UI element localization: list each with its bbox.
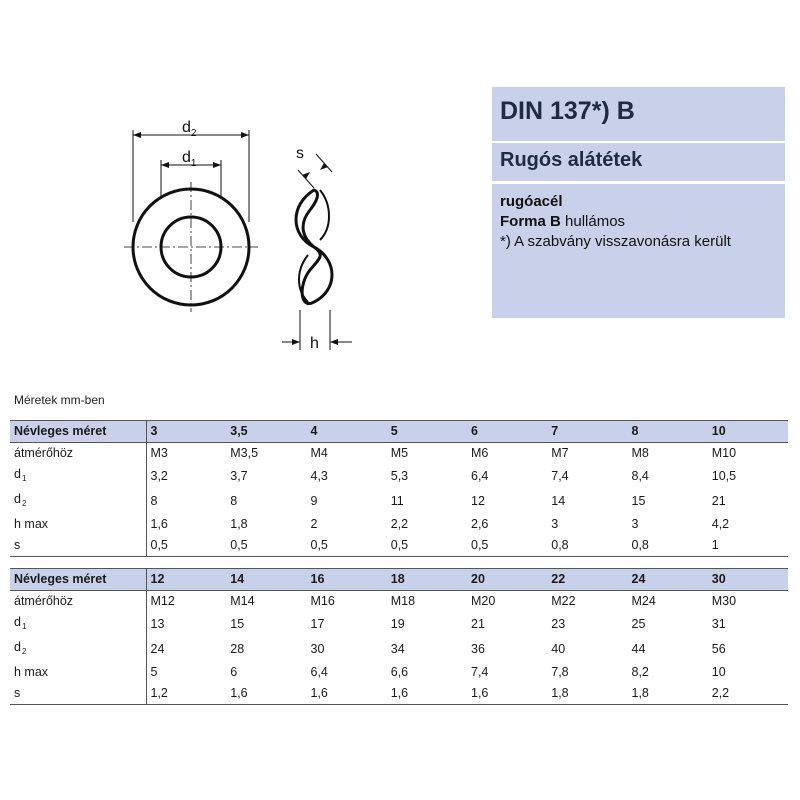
- table-cell: 8: [230, 494, 238, 508]
- table-cell: 0,8: [628, 535, 708, 557]
- table-header-row: [10, 421, 788, 443]
- washer-drawing: [120, 110, 380, 360]
- table-cell: M20: [471, 594, 496, 608]
- table-cell: 36: [471, 642, 485, 656]
- table-cell: 40: [551, 642, 566, 656]
- table-cell: 5,3: [390, 469, 409, 483]
- table-cell: 3,7: [230, 469, 248, 483]
- table-cell: 2,2: [390, 517, 409, 531]
- table-cell: 1,6: [226, 683, 306, 705]
- table-cell: 21: [711, 494, 726, 508]
- table-cell: 56: [711, 642, 726, 656]
- table-cell: M16: [310, 594, 335, 608]
- h-label: h: [310, 335, 319, 352]
- table-cell: 14: [551, 494, 566, 508]
- table-cell: 34: [390, 642, 405, 656]
- table-row: [10, 662, 788, 683]
- table-cell: 10: [711, 665, 726, 679]
- row-label: s: [10, 535, 146, 557]
- row-label: $d_2$: [10, 489, 146, 514]
- header-cell: 18: [387, 569, 467, 591]
- table-cell: 6: [230, 665, 238, 679]
- table-row: [10, 612, 788, 637]
- table-cell: 1,2: [146, 683, 226, 705]
- product-subtitle: Rugós alátétek: [492, 143, 785, 181]
- table-cell: 8,4: [631, 469, 649, 483]
- row-label: h max: [10, 514, 146, 535]
- header-cell: 6: [467, 421, 547, 443]
- table-cell: 24: [150, 642, 165, 656]
- table-cell: 0,8: [547, 535, 627, 557]
- table-cell: 1,6: [387, 683, 467, 705]
- washer-side-view: [296, 190, 332, 304]
- table-row: [10, 464, 788, 489]
- header-cell: 12: [146, 569, 226, 591]
- row-label: h max: [10, 662, 146, 683]
- table-cell: 1,8: [628, 683, 708, 705]
- withdrawal-note: *) A szabvány visszavonásra került: [500, 233, 731, 250]
- table-cell: 3,2: [150, 469, 168, 483]
- row-label: átmérőhöz: [10, 443, 146, 465]
- table-cell: 0,5: [467, 535, 547, 557]
- table-row: [10, 514, 788, 535]
- table-cell: M12: [150, 594, 175, 608]
- product-notes: [492, 184, 785, 318]
- table-cell: 6,4: [310, 665, 328, 679]
- table-cell: 12: [471, 494, 485, 508]
- row-label: $d_1$: [10, 612, 146, 637]
- dimensions-table-1: [10, 420, 788, 557]
- table-cell: 0,5: [387, 535, 467, 557]
- table-cell: M10: [711, 446, 737, 460]
- table-cell: 28: [230, 642, 245, 656]
- header-cell: 30: [708, 569, 788, 591]
- table-cell: 0,5: [146, 535, 226, 557]
- table-cell: 25: [631, 617, 646, 631]
- header-cell: 24: [628, 569, 708, 591]
- washer-top-view: [124, 182, 258, 312]
- table-cell: 1,6: [467, 683, 547, 705]
- table-cell: 3: [551, 517, 559, 531]
- table-row: [10, 591, 788, 613]
- table-cell: 10,5: [711, 469, 737, 483]
- table-cell: M8: [631, 446, 649, 460]
- s-label: s: [296, 145, 304, 162]
- table-cell: 21: [471, 617, 485, 631]
- row-label: $d_1$: [10, 464, 146, 489]
- row-label: s: [10, 683, 146, 705]
- table-cell: 1,6: [307, 683, 387, 705]
- row-label: $d_2$: [10, 637, 146, 662]
- dimensions-table-2: [10, 568, 788, 705]
- table-cell: 7,4: [551, 469, 569, 483]
- table-cell: M14: [230, 594, 255, 608]
- material-text: rugóacél: [500, 193, 563, 210]
- table-cell: 15: [230, 617, 245, 631]
- table-row: [10, 535, 788, 557]
- table-cell: M7: [551, 446, 569, 460]
- header-cell: 14: [226, 569, 306, 591]
- table-cell: 1,8: [547, 683, 627, 705]
- table-cell: 2,2: [708, 683, 788, 705]
- header-cell: Névleges méret: [10, 569, 146, 591]
- table-cell: 1,6: [150, 517, 168, 531]
- standard-title: DIN 137*) B: [492, 87, 785, 141]
- table-row: [10, 489, 788, 514]
- table-cell: M5: [390, 446, 409, 460]
- form-text: Forma B hullámos: [500, 213, 626, 230]
- table-header-row: [10, 569, 788, 591]
- table-cell: M3,5: [230, 446, 259, 460]
- table-cell: 5: [150, 665, 158, 679]
- table-cell: M3: [150, 446, 168, 460]
- table-row: [10, 683, 788, 705]
- table-cell: 17: [310, 617, 325, 631]
- table-cell: M18: [390, 594, 416, 608]
- table-cell: 4,3: [310, 469, 328, 483]
- header-cell: 7: [547, 421, 627, 443]
- table-cell: 7,8: [551, 665, 569, 679]
- header-cell: 3: [146, 421, 226, 443]
- table-cell: 4,2: [711, 517, 730, 531]
- table-cell: 2,6: [471, 517, 489, 531]
- row-label: átmérőhöz: [10, 591, 146, 613]
- table-cell: M4: [310, 446, 328, 460]
- table-cell: 2: [310, 517, 318, 531]
- table-row: [10, 443, 788, 465]
- d1-label: $d_1$: [182, 149, 197, 169]
- table-cell: 13: [150, 617, 165, 631]
- table-cell: 9: [310, 494, 318, 508]
- table-cell: 7,4: [471, 665, 489, 679]
- header-cell: 20: [467, 569, 547, 591]
- table-cell: 31: [711, 617, 726, 631]
- table-cell: 15: [631, 494, 646, 508]
- table-cell: 8,2: [631, 665, 649, 679]
- table-cell: 3: [631, 517, 639, 531]
- table-cell: 11: [390, 494, 404, 508]
- table-cell: M22: [551, 594, 576, 608]
- table-cell: 30: [310, 642, 325, 656]
- header-cell: 22: [547, 569, 627, 591]
- table-cell: 6,4: [471, 469, 489, 483]
- table-cell: 1: [708, 535, 788, 557]
- header-cell: 5: [387, 421, 467, 443]
- table-cell: 6,6: [390, 665, 409, 679]
- table-cell: 1,8: [230, 517, 248, 531]
- table-cell: 44: [631, 642, 646, 656]
- table-cell: M6: [471, 446, 489, 460]
- header-cell: Névleges méret: [10, 421, 146, 443]
- header-cell: 16: [307, 569, 387, 591]
- table-row: [10, 637, 788, 662]
- header-cell: 3,5: [226, 421, 306, 443]
- table-cell: 19: [390, 617, 405, 631]
- header-cell: 10: [708, 421, 788, 443]
- header-cell: 4: [307, 421, 387, 443]
- table-cell: M30: [711, 594, 737, 608]
- table-cell: 0,5: [307, 535, 387, 557]
- units-label: Méretek mm-ben: [14, 393, 105, 407]
- table-cell: 8: [150, 494, 158, 508]
- d2-label: $d_2$: [182, 119, 197, 139]
- header-cell: 8: [628, 421, 708, 443]
- table-cell: 23: [551, 617, 566, 631]
- table-cell: M24: [631, 594, 656, 608]
- table-cell: 0,5: [226, 535, 306, 557]
